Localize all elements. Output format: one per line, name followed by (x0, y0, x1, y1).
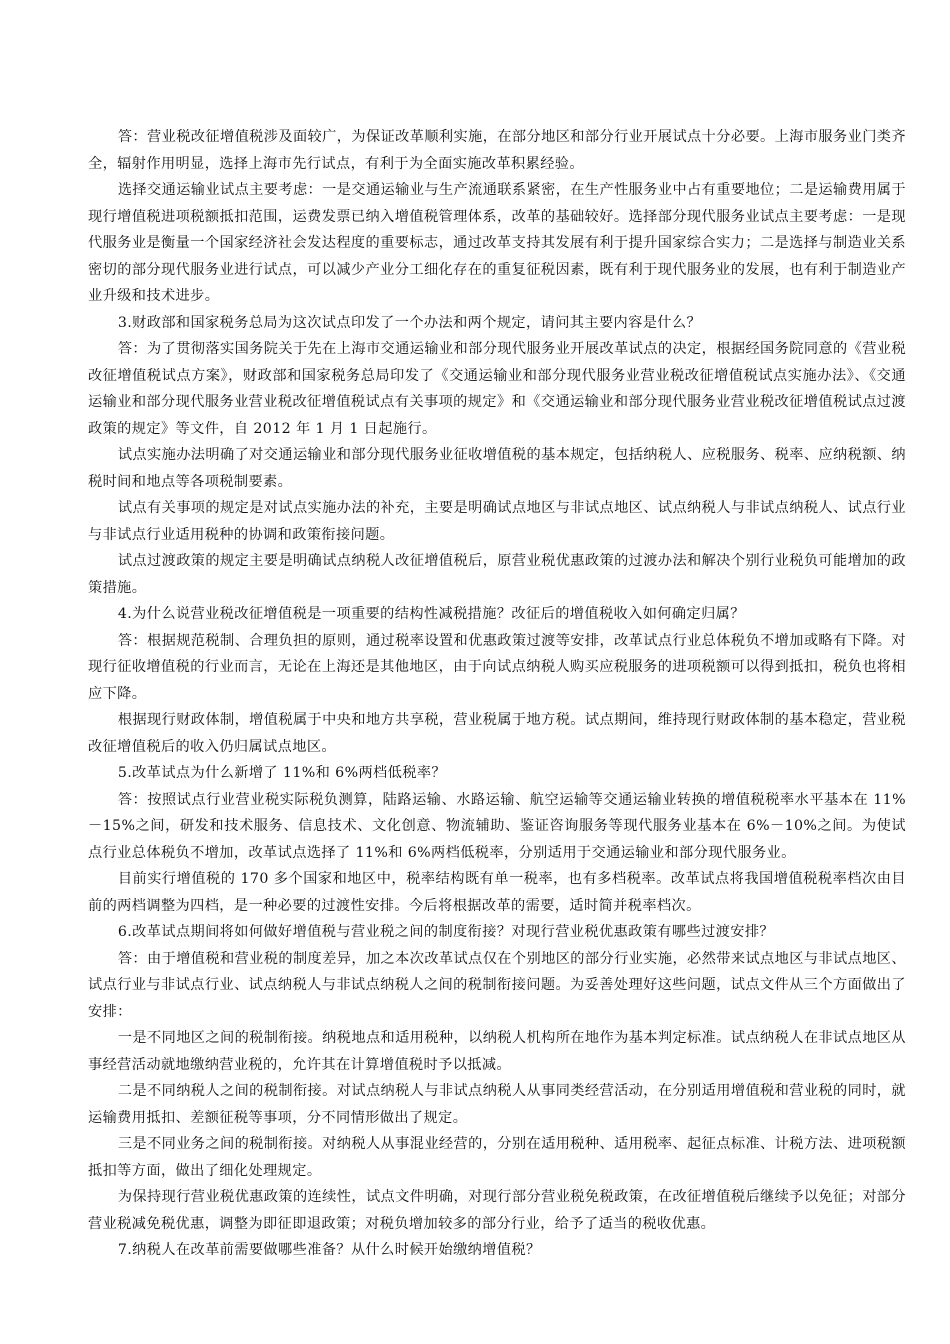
answer-2-paragraph-2: 选择交通运输业试点主要考虑：一是交通运输业与生产流通联系紧密，在生产性服务业中占有重要地位；二是运输费用属于现行增值税进项税额抵扣范围，运费发票已纳入增值税管理体系，改革的基础较好。选择部分现代服务业试点主要考虑：一是现代服务业是衡量一个国家经济社会发达程度的重要标志，通过改革支持其发展有利于提升国家综合实力；二是选择与制造业关系密切的部分现代服务业进行试点，可以减少产业分工细化存在的重复征税因素，既有利于现代服务业的发展，也有利于制造业产业升级和技术进步。 (88, 182, 906, 304)
answer-4-paragraph-1: 答：根据规范税制、合理负担的原则，通过税率设置和优惠政策过渡等安排，改革试点行业总体税负不增加或略有下降。对现行征收增值税的行业而言，无论在上海还是其他地区，由于向试点纳税人购买应税服务的进项税额可以得到抵扣，税负也将相应下降。 (88, 632, 906, 702)
answer-3-paragraph-1: 答：为了贯彻落实国务院关于先在上海市交通运输业和部分现代服务业开展改革试点的决定，根据经国务院同意的《营业税改征增值税试点方案》，财政部和国家税务总局印发了《交通运输业和部分现代服务业营业税改征增值税试点实施办法》、《交通运输业和部分现代服务业营业税改征增值税试点有关事项的规定》和《交通运输业和部分现代服务业营业税改征增值税试点过渡政策的规定》等文件，自 2012 年 1 月 1 日起施行。 (88, 341, 906, 437)
answer-6-paragraph-1: 答：由于增值税和营业税的制度差异，加之本次改革试点仅在个别地区的部分行业实施，必然带来试点地区与非试点地区、试点行业与非试点行业、试点纳税人与非试点纳税人之间的税制衔接问题。为妥善处理好这些问题，试点文件从三个方面做出了安排： (88, 950, 906, 1020)
question-3: 3.财政部和国家税务总局为这次试点印发了一个办法和两个规定，请问其主要内容是什么？ (117, 314, 702, 331)
answer-3-paragraph-2: 试点实施办法明确了对交通运输业和部分现代服务业征收增值税的基本规定，包括纳税人、应税服务、税率、应纳税额、纳税时间和地点等各项税制要素。 (88, 447, 906, 490)
answer-2-paragraph-1: 答：营业税改征增值税涉及面较广，为保证改革顺利实施，在部分地区和部分行业开展试点十分必要。上海市服务业门类齐全，辐射作用明显，选择上海市先行试点，有利于为全面实施改革积累经验。 (88, 129, 906, 172)
answer-5-paragraph-1: 答：按照试点行业营业税实际税负测算，陆路运输、水路运输、航空运输等交通运输业转换的增值税税率水平基本在 11%－15%之间，研发和技术服务、信息技术、文化创意、物流辅助、鉴证咨询服务等现代服务业基本在 6%－10%之间。为使试点行业总体税负不增加，改革试点选择了 11%和 6%两档低税率，分别适用于交通运输业和部分现代服务业。 (88, 791, 906, 861)
answer-6-paragraph-2: 一是不同地区之间的税制衔接。纳税地点和适用税种，以纳税人机构所在地作为基本判定标准。试点纳税人在非试点地区从事经营活动就地缴纳营业税的，允许其在计算增值税时予以抵减。 (88, 1030, 906, 1073)
answer-4-paragraph-2: 根据现行财政体制，增值税属于中央和地方共享税，营业税属于地方税。试点期间，维持现行财政体制的基本稳定，营业税改征增值税后的收入仍归属试点地区。 (88, 712, 906, 755)
document-body (88, 124, 906, 1264)
question-5: 5.改革试点为什么新增了 11%和 6%两档低税率？ (117, 765, 446, 781)
question-7: 7.纳税人在改革前需要做哪些准备？从什么时候开始缴纳增值税？ (117, 1242, 541, 1258)
answer-3-paragraph-4: 试点过渡政策的规定主要是明确试点纳税人改征增值税后，原营业税优惠政策的过渡办法和解决个别行业税负可能增加的政策措施。 (88, 553, 906, 596)
answer-6-paragraph-3: 二是不同纳税人之间的税制衔接。对试点纳税人与非试点纳税人从事同类经营活动，在分别适用增值税和营业税的同时，就运输费用抵扣、差额征税等事项，分不同情形做出了规定。 (88, 1083, 906, 1126)
answer-6-paragraph-5: 为保持现行营业税优惠政策的连续性，试点文件明确，对现行部分营业税免税政策，在改征增值税后继续予以免征；对部分营业税减免税优惠，调整为即征即退政策；对税负增加较多的部分行业，给予了适当的税收优惠。 (88, 1189, 906, 1232)
answer-5-paragraph-2: 目前实行增值税的 170 多个国家和地区中，税率结构既有单一税率，也有多档税率。改革试点将我国增值税税率档次由目前的两档调整为四档，是一种必要的过渡性安排。今后将根据改革的需要，适时简并税率档次。 (88, 871, 906, 914)
question-4: 4.为什么说营业税改征增值税是一项重要的结构性减税措施？改征后的增值税收入如何确定归属？ (117, 606, 745, 622)
answer-6-paragraph-4: 三是不同业务之间的税制衔接。对纳税人从事混业经营的，分别在适用税种、适用税率、起征点标准、计税方法、进项税额抵扣等方面，做出了细化处理规定。 (88, 1136, 906, 1179)
question-6: 6.改革试点期间将如何做好增值税与营业税之间的制度衔接？对现行营业税优惠政策有哪些过渡安排？ (117, 924, 775, 940)
answer-3-paragraph-3: 试点有关事项的规定是对试点实施办法的补充，主要是明确试点地区与非试点地区、试点纳税人与非试点纳税人、试点行业与非试点行业适用税种的协调和政策衔接问题。 (88, 500, 906, 543)
